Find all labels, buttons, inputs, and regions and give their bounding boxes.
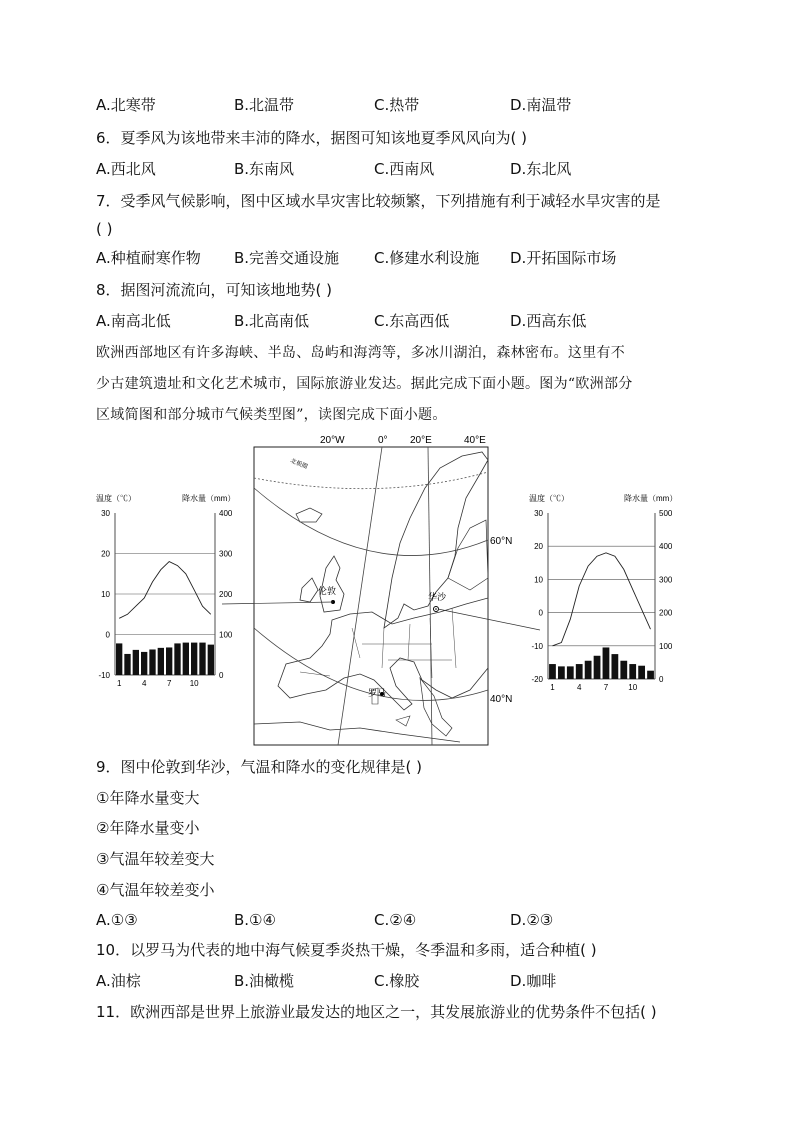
q5-option-c[interactable]: C.热带 <box>374 96 420 114</box>
q8-stem: 8．据图河流流向，可知该地地势( ) <box>96 281 333 299</box>
chart-warsaw-precip-tick: 300 <box>659 575 673 585</box>
city-warsaw: 华沙 <box>428 592 447 602</box>
chart-london-ylabel-left: 温度（℃） <box>96 494 136 503</box>
chart-warsaw-ylabel-right: 降水量（mm） <box>624 494 678 503</box>
q9-option-d[interactable]: D.②③ <box>510 911 554 929</box>
q7-stem: 7．受季风气候影响，图中区域水旱灾害比较频繁，下列措施有利于减轻水旱灾害的是 <box>96 192 661 210</box>
passage-line-3: 区域简图和部分城市气候类型图”，读图完成下面小题。 <box>96 407 447 423</box>
q10-option-c[interactable]: C.橡胶 <box>374 972 420 990</box>
chart-london-temp-tick: 30 <box>101 509 110 518</box>
lat-label-40n: 40°N <box>490 694 513 705</box>
q9-item-4: ④气温年较差变小 <box>96 881 215 899</box>
chart-warsaw-precip-bar-10 <box>629 664 636 679</box>
q9-option-c[interactable]: C.②④ <box>374 911 417 929</box>
q9-stem: 9．图中伦敦到华沙，气温和降水的变化规律是( ) <box>96 758 423 776</box>
q5-option-a[interactable]: A.北寒带 <box>96 96 156 114</box>
chart-london-precip-tick: 200 <box>219 590 233 599</box>
chart-london-precip-bar-3 <box>133 650 139 675</box>
chart-warsaw-temp-tick: 30 <box>534 509 543 518</box>
chart-london-precip-bar-11 <box>199 643 205 675</box>
q8-option-b[interactable]: B.北高南低 <box>234 312 310 330</box>
city-london: 伦敦 <box>318 586 337 596</box>
chart-warsaw-temp-tick: 0 <box>538 608 543 618</box>
lon-label-0: 0° <box>378 435 388 446</box>
q8-options <box>96 311 716 331</box>
chart-london-precip-bar-8 <box>174 643 180 675</box>
q10-option-a[interactable]: A.油棕 <box>96 972 141 990</box>
chart-london-month-tick: 1 <box>116 679 122 688</box>
chart-london-precip-bar-6 <box>158 648 164 675</box>
chart-warsaw-precip-bar-5 <box>585 661 592 679</box>
city-rome: 罗马 <box>368 688 387 698</box>
lon-label-20w: 20°W <box>320 435 345 446</box>
chart-warsaw-precip-tick: 200 <box>659 608 673 618</box>
chart-warsaw-precip-tick: 400 <box>659 542 673 552</box>
q10-option-b[interactable]: B.油橄榄 <box>234 972 295 990</box>
chart-london-ylabel-right: 降水量（mm） <box>182 494 236 503</box>
chart-london-precip-bar-10 <box>191 643 197 675</box>
chart-warsaw-ylabel-left: 温度（℃） <box>529 494 569 503</box>
chart-london-precip-bar-12 <box>208 645 214 675</box>
lat-label-60n: 60°N <box>490 536 513 547</box>
chart-warsaw-month-tick: 7 <box>603 683 609 692</box>
chart-london-precip-bar-7 <box>166 647 172 675</box>
chart-london-precip-tick: 0 <box>219 671 224 680</box>
q9-option-a[interactable]: A.①③ <box>96 911 138 929</box>
chart-london-precip-bar-1 <box>116 643 122 675</box>
chart-london-month-tick: 7 <box>166 679 172 688</box>
q7-stem-cont: ( ) <box>96 220 113 238</box>
chart-warsaw-precip-bar-9 <box>620 661 627 679</box>
chart-warsaw-precip-bar-6 <box>594 656 601 679</box>
q9-item-2: ②年降水量变小 <box>96 819 200 837</box>
chart-london-temp-tick: -10 <box>98 671 110 680</box>
chart-warsaw-precip-tick: 0 <box>659 675 664 684</box>
chart-warsaw-precip-bar-11 <box>638 666 645 679</box>
q10-options <box>96 971 716 991</box>
chart-london-temp-tick: 20 <box>101 549 110 559</box>
chart-warsaw-precip-bar-4 <box>576 664 583 679</box>
chart-warsaw-temp-tick: 20 <box>534 542 543 552</box>
passage-line-1: 欧洲西部地区有许多海峡、半岛、岛屿和海湾等，多冰川湖泊，森林密布。这里有不 <box>96 345 626 361</box>
chart-london-precip-bar-2 <box>124 654 130 675</box>
q9-options <box>96 910 716 930</box>
q7-option-d[interactable]: D.开拓国际市场 <box>510 249 617 267</box>
q6-option-d[interactable]: D.东北风 <box>510 160 572 178</box>
chart-warsaw-temp-line <box>553 553 651 646</box>
q6-stem: 6．夏季风为该地带来丰沛的降水，据图可知该地夏季风风向为( ) <box>96 129 528 147</box>
arctic-circle-label: 北极圈 <box>289 458 309 471</box>
chart-warsaw-temp-tick: -20 <box>531 675 543 684</box>
q5-option-d[interactable]: D.南温带 <box>510 96 572 114</box>
chart-warsaw-precip-bar-12 <box>647 671 654 679</box>
chart-london-precip-tick: 100 <box>219 630 233 640</box>
chart-warsaw-precip-bar-3 <box>567 666 574 679</box>
q10-option-d[interactable]: D.咖啡 <box>510 972 557 990</box>
q5-options <box>96 95 716 115</box>
q9-option-b[interactable]: B.①④ <box>234 911 276 929</box>
chart-warsaw-precip-tick: 100 <box>659 641 673 651</box>
chart-london-precip-tick: 300 <box>219 549 233 559</box>
lon-label-20e: 20°E <box>410 435 432 446</box>
chart-warsaw-month-tick: 10 <box>628 683 638 692</box>
chart-london-month-tick: 4 <box>141 679 147 688</box>
passage-line-2: 少古建筑遗址和文化艺术城市，国际旅游业发达。据此完成下面小题。图为“欧洲部分 <box>96 376 633 392</box>
chart-london-temp-line <box>119 562 211 619</box>
chart-warsaw-month-tick: 4 <box>576 683 582 692</box>
q7-option-c[interactable]: C.修建水利设施 <box>374 249 480 267</box>
chart-london-precip-bar-9 <box>183 643 189 675</box>
q7-option-a[interactable]: A.种植耐寒作物 <box>96 249 201 267</box>
q7-option-b[interactable]: B.完善交通设施 <box>234 249 340 267</box>
chart-london-precip-bar-4 <box>141 652 147 675</box>
chart-warsaw-precip-bar-2 <box>558 666 565 679</box>
climate-chart-london <box>96 493 235 688</box>
q6-option-c[interactable]: C.西南风 <box>374 160 435 178</box>
q5-option-b[interactable]: B.北温带 <box>234 96 295 114</box>
chart-london-temp-tick: 10 <box>101 590 110 599</box>
chart-london-precip-tick: 400 <box>219 509 233 518</box>
chart-london-precip-bar-5 <box>149 649 155 675</box>
europe-figure <box>0 428 794 750</box>
chart-warsaw-precip-bar-1 <box>549 664 556 679</box>
chart-warsaw-month-tick: 1 <box>550 683 555 692</box>
chart-london-temp-tick: 0 <box>105 630 110 640</box>
climate-chart-warsaw <box>529 493 677 692</box>
chart-warsaw-precip-tick: 500 <box>659 509 673 518</box>
europe-map <box>222 435 540 745</box>
q9-item-3: ③气温年较差变大 <box>96 850 215 868</box>
chart-warsaw-temp-tick: 10 <box>534 575 543 585</box>
q7-options <box>96 248 716 268</box>
chart-warsaw-temp-tick: -10 <box>531 641 543 651</box>
q9-item-1: ①年降水量变大 <box>96 789 200 807</box>
chart-london-month-tick: 10 <box>189 679 199 688</box>
q6-option-a[interactable]: A.西北风 <box>96 160 156 178</box>
lon-label-40e: 40°E <box>464 435 486 446</box>
q8-option-c[interactable]: C.东高西低 <box>374 312 450 330</box>
q8-option-d[interactable]: D.西高东低 <box>510 312 587 330</box>
q10-stem: 10．以罗马为代表的地中海气候夏季炎热干燥，冬季温和多雨，适合种植( ) <box>96 941 597 959</box>
q6-options <box>96 159 716 179</box>
chart-warsaw-precip-bar-8 <box>611 654 618 679</box>
q8-option-a[interactable]: A.南高北低 <box>96 312 171 330</box>
q11-stem: 11．欧洲西部是世界上旅游业最发达的地区之一，其发展旅游业的优势条件不包括( ) <box>96 1003 657 1021</box>
chart-warsaw-precip-bar-7 <box>603 647 610 679</box>
q6-option-b[interactable]: B.东南风 <box>234 160 295 178</box>
